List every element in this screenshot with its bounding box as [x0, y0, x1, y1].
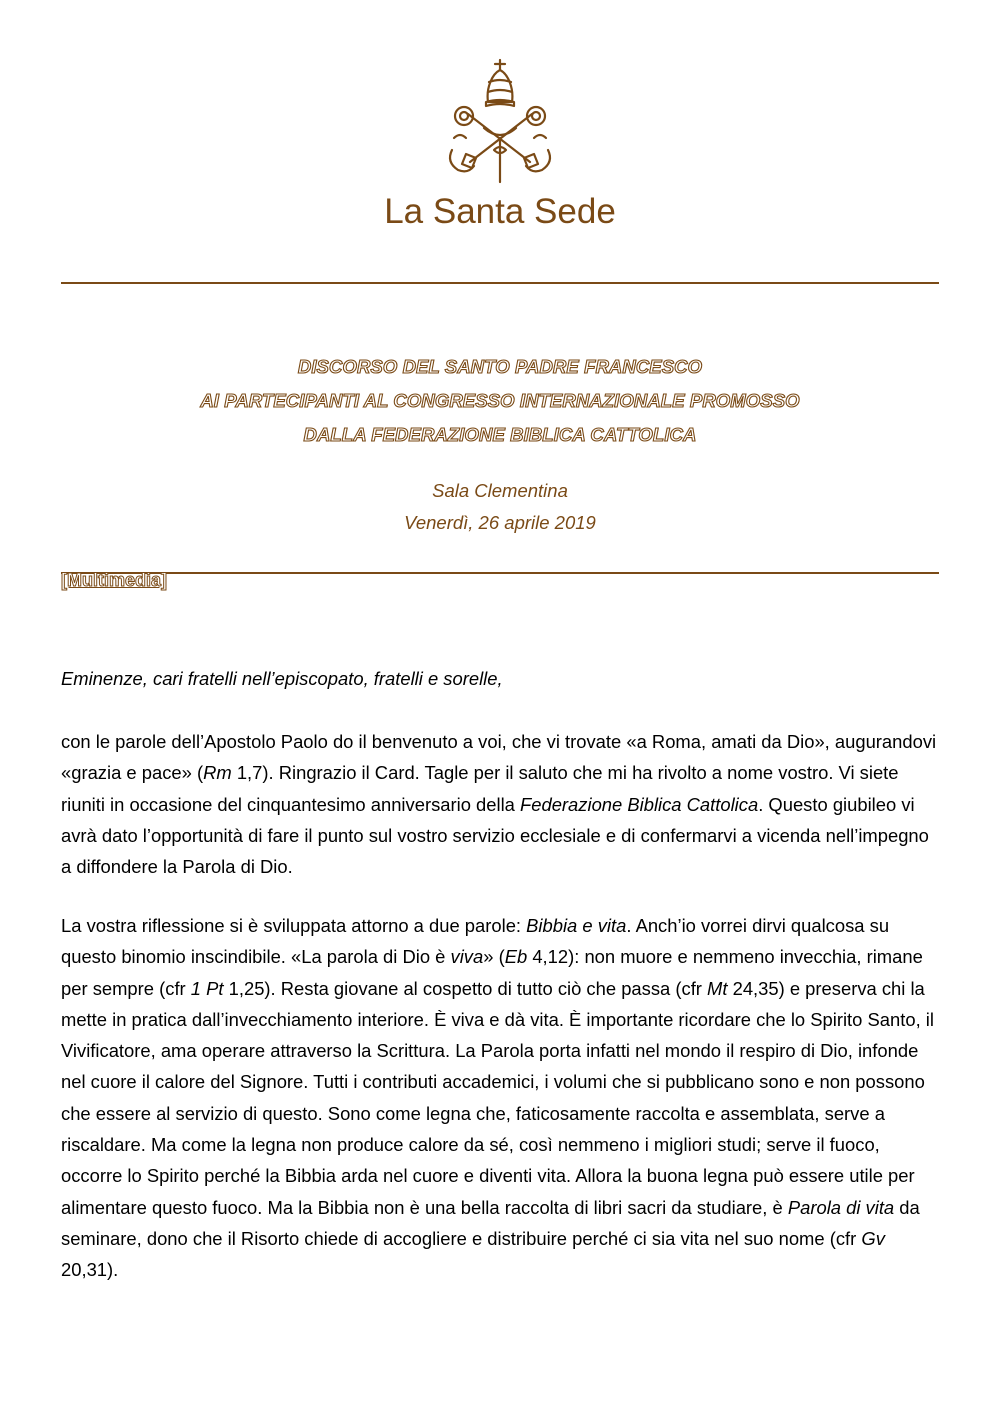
p2-em-bibbia: Bibbia e vita — [526, 915, 627, 936]
p2-text-6: 24,35) e preserva chi la mette in pratica dall’invecchiamento interiore. È viva e dà vita. È importante ricordare che lo Spirito Santo, il Vivificatore, ama operare attraverso la Scrittura. La Parola porta infatti nel mondo il respiro di Dio, infonde nel cuore il calore del Signore. Tutti i contributi accademici, i volumi che si pubblicano sono e non possono che essere al servizio di questo. Sono come legna che, faticosamente raccolta e assemblata, serve a riscaldare. Ma come la legna non produce calore da sé, così nemmeno i migliori studi; serve il fuoco, occorre lo Spirito perché la Bibbia arda nel cuore e diventi vita. Allora la buona legna può essere utile per alimentare questo fuoco. Ma la Bibbia non è una bella raccolta di libri sacri da studiare, è — [61, 977, 934, 1218]
heading-line-2: AI PARTECIPANTI AL CONGRESSO INTERNAZIONALE PROMOSSO — [200, 390, 800, 411]
p2-text-5: 1,25). Resta giovane al cospetto di tutto ciò che passa (cfr — [223, 977, 708, 999]
p1-ref-rm: Rm — [203, 762, 232, 784]
greeting-text: Eminenze, cari fratelli nell’episcopato, fratelli e sorelle — [61, 668, 498, 689]
speech-heading — [0, 350, 1000, 452]
p1-text-2: 1,7). Ringrazio il Card. Tagle per il saluto che mi ha rivolto a nome vostro. Vi siete riuniti in occasione del cinquantesimo anniversario della — [61, 762, 899, 815]
speech-place: Sala Clementina — [432, 480, 568, 501]
p2-em-parola: Parola di vita — [787, 1196, 895, 1218]
p2-ref-pt: 1 Pt — [190, 977, 224, 999]
p2-text-2: . Anch’io vorrei dirvi qualcosa su questo binomio inscindibile. «La parola di Dio è — [61, 915, 890, 968]
heading-line-1: DISCORSO DEL SANTO PADRE FRANCESCO — [297, 356, 703, 377]
p2-ref-eb: Eb — [504, 946, 528, 968]
greeting — [61, 663, 941, 694]
section-divider — [61, 572, 939, 574]
p2-text-1: La vostra riflessione si è sviluppata attorno a due parole: — [61, 915, 527, 936]
p1-federation-name: Federazione Biblica Cattolica — [520, 793, 759, 815]
p2-text-7: da seminare, dono che il Risorto chiede di accogliere e distribuire perché ci sia vita nel suo nome (cfr — [61, 1196, 920, 1249]
heading-line-3: DALLA FEDERAZIONE BIBLICA CATTOLICA — [303, 424, 697, 445]
papal-emblem-icon — [444, 58, 556, 186]
p2-text-8: 20,31). — [61, 1259, 119, 1281]
p2-text-3: » ( — [483, 946, 505, 968]
p2-em-viva: viva — [450, 946, 484, 968]
p1-text-1: con le parole dell’Apostolo Paolo do il benvenuto a voi, che vi trovate «a Roma, amati da Dio», augurandovi «grazia e pace» ( — [61, 731, 937, 784]
p2-ref-gv: Gv — [861, 1227, 885, 1249]
speech-date: Venerdì, 26 aprile 2019 — [404, 512, 596, 533]
p2-text-4: 4,12): non muore e nemmeno invecchia, rimane per sempre (cfr — [61, 946, 923, 999]
header-divider — [61, 282, 939, 284]
paragraph-1 — [61, 726, 941, 882]
site-title: La Santa Sede — [384, 192, 616, 231]
paragraph-2 — [61, 910, 941, 1286]
greeting-comma: , — [497, 668, 503, 689]
multimedia-link[interactable]: [Multimedia] — [61, 570, 167, 590]
p1-text-3: . Questo giubileo vi avrà dato l’opportunità di fare il punto sul vostro servizio ecclesiale e di confermarvi a vicenda nell’impegno a diffondere la Parola di Dio. — [61, 793, 929, 878]
p2-ref-mt: Mt — [707, 977, 728, 999]
speech-info — [0, 475, 1000, 539]
